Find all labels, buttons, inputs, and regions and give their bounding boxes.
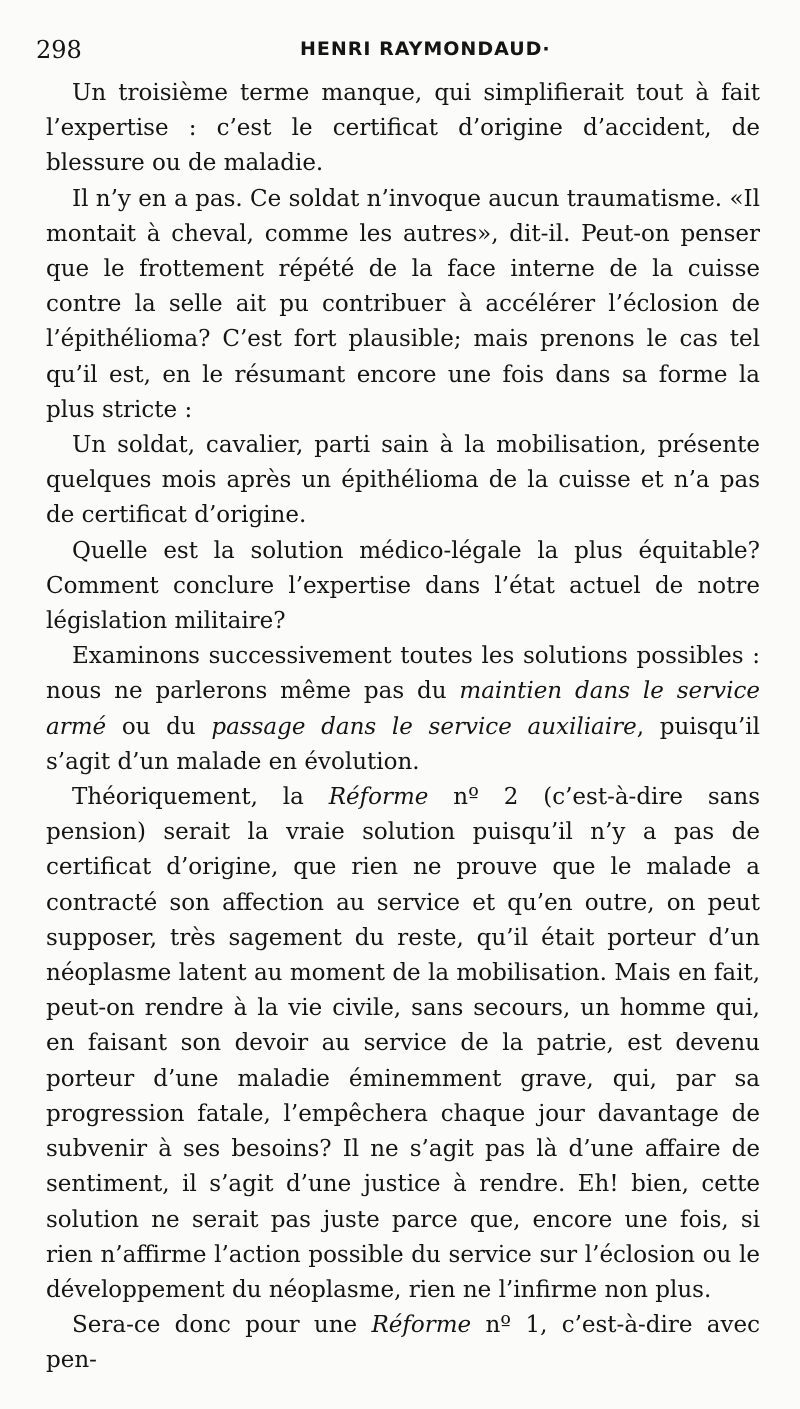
italic-text: passage dans le service auxiliaire [211, 713, 637, 740]
text-run: nº 2 (c’est-à-dire sans pension) serait la vraie solution puisqu’il n’y a pas de certificat d’origine, que rien ne prouve que le malade a contracté son affection au service et qu’en outre, on peut supposer, très sagement du reste, qu’il était porteur d’un néoplasme latent au moment de la mobilisation. Mais en fait, peut-on rendre à la vie civile, sans secours, un homme qui, en faisant son devoir au service de la patrie, est devenu porteur d’une maladie éminemment grave, qui, par sa progression fatale, l’empêchera chaque jour davantage de subvenir à ses besoins? Il ne s’agit pas là d’une affaire de sentiment, il s’agit d’une justice à rendre. Eh! bien, cette solution ne serait pas juste parce que, encore une fois, si rien n’affirme l’action possible du service sur l’éclosion ou le développement du néoplasme, rien ne l’infirme non plus. [46, 784, 760, 1303]
text-run: Quelle est la solution médico-légale la plus équitable? Comment conclure l’expertise dans l’état actuel de notre législation militaire? [46, 537, 760, 635]
text-run: Un troisième terme manque, qui simplifierait tout à fait l’expertise : c’est le certificat d’origine d’accident, de blessure ou de maladie. [46, 80, 760, 177]
text-run: nº 1, c’est-à-dire avec pen- [46, 1312, 760, 1374]
paragraph [46, 780, 760, 1308]
italic-text: maintien dans le service armé [46, 678, 761, 740]
text-run: Examinons successivement toutes les solutions possibles : nous ne parlerons même pas du [46, 643, 760, 705]
page-number: 298 [36, 36, 82, 64]
italic-text: Réforme [371, 1312, 472, 1339]
text-run: Sera-ce donc pour une [72, 1312, 372, 1339]
running-head: HENRI RAYMONDAUD· [300, 38, 551, 60]
body-text [46, 76, 760, 1379]
text-run: Il n’y en a pas. Ce soldat n’invoque aucun traumatisme. «Il montait à cheval, comme les autres», dit-il. Peut-on penser que le frottement répété de la face interne de la cuisse contre la selle ait pu contribuer à accélérer l’éclosion de l’épithélioma? C’est fort plausible; mais prenons le cas tel qu’il est, en le résumant encore une fois dans sa forme la plus stricte : [46, 185, 760, 423]
paragraph [46, 639, 760, 780]
paragraph [46, 182, 760, 428]
paragraph [46, 428, 760, 534]
text-run: ou du [106, 713, 212, 740]
text-run: Théoriquement, la [72, 784, 329, 811]
text-run: Un soldat, cavalier, parti sain à la mobilisation, présente quelques mois après un épithélioma de la cuisse et n’a pas de certificat d’origine. [46, 432, 760, 529]
italic-text: Réforme [328, 784, 429, 811]
paragraph [46, 76, 760, 182]
paragraph [46, 534, 760, 640]
text-run: , puisqu’il s’agit d’un malade en évolution. [46, 713, 760, 775]
page-header [36, 36, 760, 70]
paragraph [46, 1308, 760, 1378]
